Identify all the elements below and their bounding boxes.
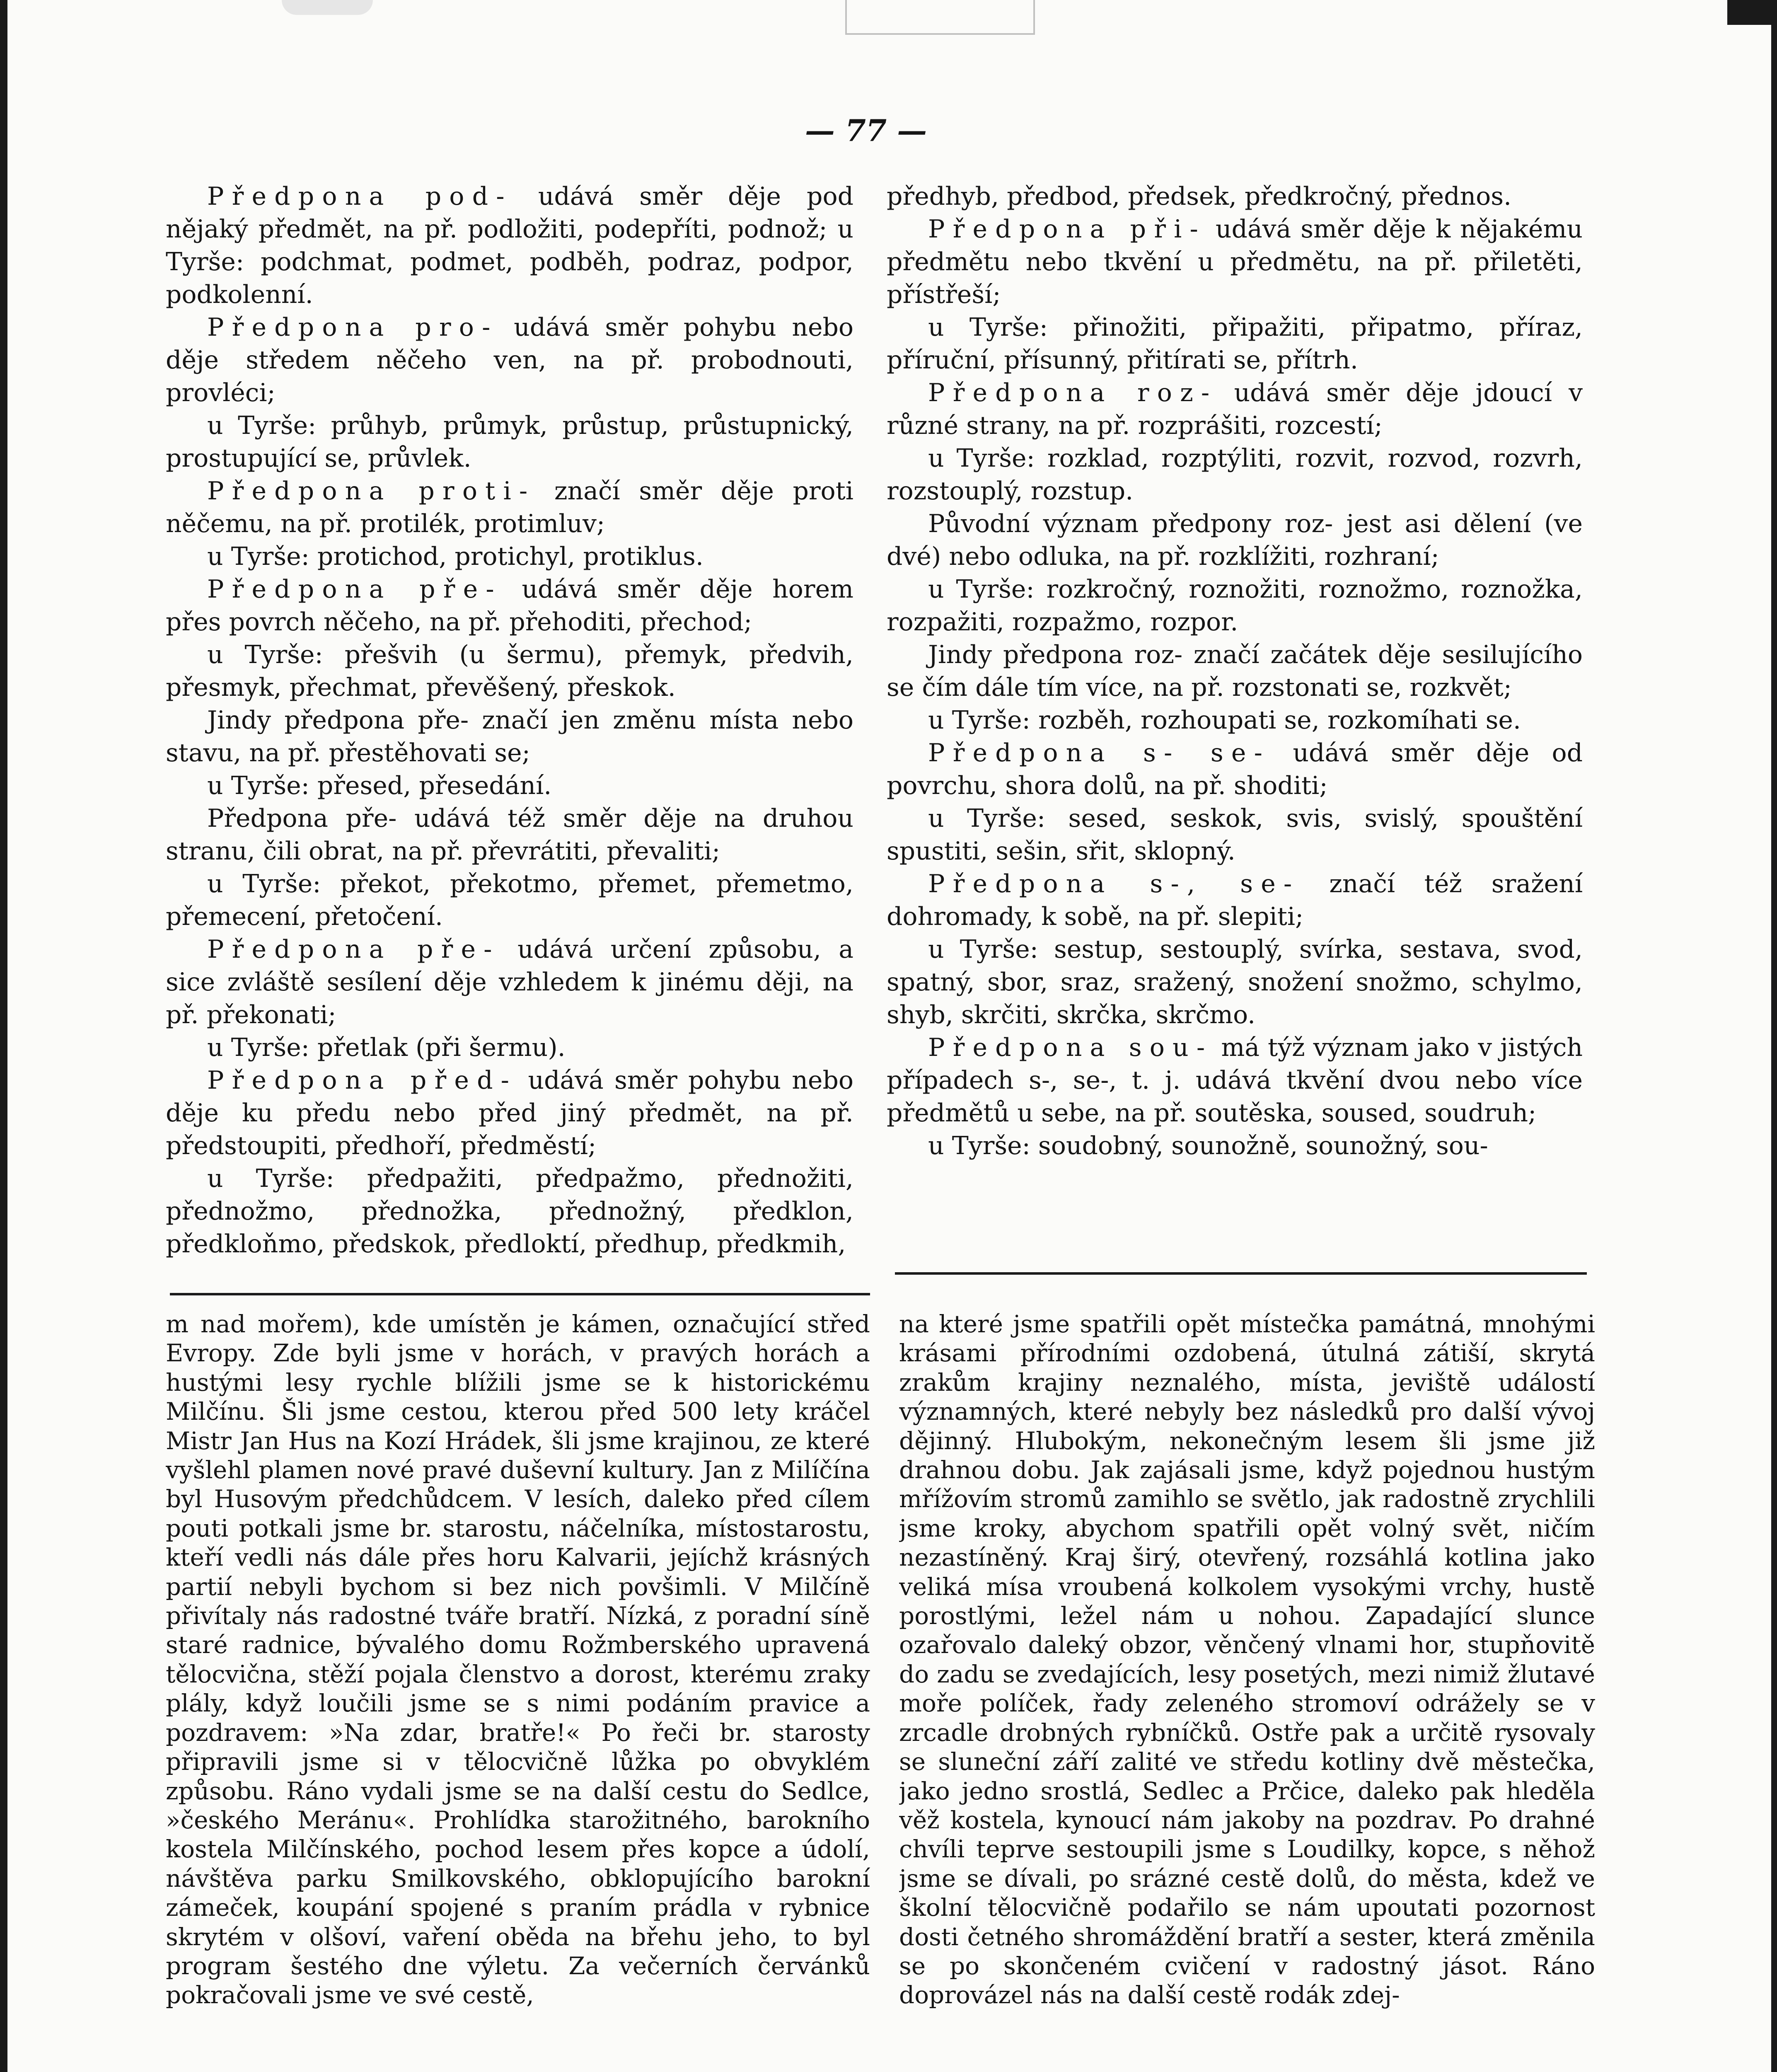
term: Předpona roz- — [928, 378, 1218, 407]
paragraph: Předpona pře- udává směr děje horem přes povrch něčeho, na př. přehoditi, přechod; — [166, 575, 853, 637]
column-bottom-left — [166, 1310, 870, 2072]
scan-stain — [282, 0, 373, 15]
divider-rule-left — [170, 1293, 870, 1295]
paragraph: u Tyrše: sestup, sestouplý, svírka, sestava, svod, spatný, sbor, sraz, sražený, snožení snožmo, schylmo, shyb, skrčiti, skrčka, skrčmo. — [887, 935, 1583, 1029]
paragraph: u Tyrše: protichod, protichyl, protiklus. — [207, 542, 704, 571]
paragraph: u Tyrše: přešvih (u šermu), přemyk, předvih, přesmyk, přechmat, převěšený, přeskok. — [166, 640, 853, 702]
paragraph: Předpona před- udává směr pohybu nebo děje ku předu nebo před jiný předmět, na př. předstoupiti, předhoří, předměstí; — [166, 1066, 853, 1160]
paragraph: u Tyrše: rozklad, rozptýliti, rozvit, rozvod, rozvrh, rozstouplý, rozstup. — [887, 444, 1583, 506]
paragraph: u Tyrše: přetlak (při šermu). — [207, 1033, 566, 1062]
term: Předpona s-, se- — [928, 869, 1300, 898]
term: Předpona pro- — [207, 313, 498, 342]
paragraph: u Tyrše: soudobný, sounožně, sounožný, sou- — [928, 1131, 1488, 1160]
scan-tab-outline — [845, 0, 1035, 35]
paragraph: u Tyrše: přinožiti, připažiti, připatmo, příraz, příruční, přísunný, přitírati se, přítrh. — [887, 313, 1583, 375]
term: Předpona proti- — [207, 477, 536, 506]
paragraph: Předpona sou- má týž význam jako v jistých případech s-, se-, t. j. udává tkvění dvou nebo více předmětů u sebe, na př. soutěska, soused, soudruh; — [887, 1033, 1583, 1128]
body-text: m nad mořem), kde umístěn je kámen, označující střed Evropy. Zde byli jsme v horách, v pravých horách a hustými lesy rychle blížili jsme se k historickému Milčínu. Šli jsme cestou, kterou před 500 lety kráčel Mistr Jan Hus na Kozí Hrádek, šli jsme krajinou, ze které vyšlehl plamen nové pravé duševní kultury. Jan z Milíčína byl Husovým předchůdcem. V lesích, daleko před cílem pouti potkali jsme br. starostu, náčelníka, místostarostu, kteří vedli nás dále přes horu Kalvarii, jejíchž krásných partií nebyli bychom si bez nich povšimli. V Milčíně přivítaly nás radostné tváře bratří. Nízká, z poradní síně staré radnice, bývalého domu Rožmberského upravená tělocvična, stěží pojala členstvo a dorost, kterému zraky plály, když loučili jsme se s nimi podáním pravice a pozdravem: »Na zdar, bratře!« Po řeči br. starosty připravili jsme si v tělocvičně lůžka po obvyklém způsobu. Ráno vydali jsme se na další cestu do Sedlce, »českého Meránu«. Prohlídka starožitného, barokního kostela Milčínského, pochod lesem přes kopce a údolí, návštěva parku Smilkovského, obklopujícího barokní zámeček, koupání spojené s praním prádla v rybnice skrytém v olšoví, vaření oběda na břehu jeho, to byl program šestého dne výletu. Za večerních červánků pokračovali jsme ve své cestě, — [166, 1310, 870, 2009]
column-bottom-right — [899, 1310, 1595, 2072]
paragraph: u Tyrše: předpažiti, předpažmo, přednožiti, přednožmo, přednožka, přednožný, předklon, předkloňmo, předskok, předloktí, předhup, předkmih, — [166, 1164, 853, 1259]
term: Předpona pře- — [207, 575, 502, 604]
scan-edge-right — [1771, 0, 1777, 2072]
paragraph: Předpona pro- udává směr pohybu nebo děje středem něčeho ven, na př. probodnouti, provléci; — [166, 313, 853, 407]
column-top-left — [166, 180, 853, 1274]
paragraph: u Tyrše: průhyb, průmyk, průstup, průstupnický, prostupující se, průvlek. — [166, 411, 853, 473]
paragraph: Předpona pře- udává též směr děje na druhou stranu, čili obrat, na př. převrátiti, převaliti; — [166, 804, 853, 866]
paragraph: u Tyrše: rozběh, rozhoupati se, rozkomíhati se. — [928, 706, 1521, 735]
paragraph: Předpona roz- udává směr děje jdoucí v různé strany, na př. rozprášiti, rozcestí; — [887, 378, 1583, 440]
term: Předpona před- — [207, 1066, 517, 1095]
paragraph: Jindy předpona roz- značí začátek děje sesilujícího se čím dále tím více, na př. rozstonati se, rozkvět; — [887, 640, 1583, 702]
paragraph: Předpona pod- udává směr děje pod nějaký předmět, na př. podložiti, podepříti, podnož; u Tyrše: podchmat, podmet, podběh, podraz, podpor, podkolenní. — [166, 182, 853, 309]
paragraph: Předpona proti- značí směr děje proti něčemu, na př. protilék, protimluv; — [166, 477, 853, 538]
body-text: na které jsme spatřili opět místečka památná, mnohými krásami přírodními ozdobená, útulná zátiší, skrytá zrakům krajiny neznalého, místa, jeviště událostí významných, které nebyly bez následků pro další vývoj dějinný. Hlubokým, nekonečným lesem šli jsme již drahnou dobu. Jak zajásali jsme, když pojednou hustým mřížovím stromů zamihlo se světlo, jak radostně zrychlili jsme kroky, abychom spatřili opět volný svět, ničím nezastíněný. Kraj širý, otevřený, rozsáhlá kotlina jako veliká mísa vroubená kolkolem vysokými vrchy, hustě porostlými, ležel nám u nohou. Zapadající slunce ozařovalo daleký obzor, věnčený vlnami hor, stupňovitě do zadu se zvedajících, lesy posetých, mezi nimiž žlutavé moře políček, řady zeleného stromoví odrážely se v zrcadle drobných rybníčků. Ostře pak a určitě rysovaly se sluneční září zalité ve středu kotliny dvě městečka, jako jedno srostlá, Sedlec a Prčice, daleko pak hleděla věž kostela, kynoucí nám jakoby na pozdrav. Po drahné chvíli teprve sestoupili jsme s Loudilky, kopce, s něhož jsme se dívali, po srázné cestě dolů, do města, kdež ve školní tělocvičně podařilo se nám upoutati pozornost dosti četného shromáždění bratří a sester, která změnila se po skončeném cvičení v radostný jásot. Ráno doprovázel nás na další cestě rodák zdej- — [899, 1310, 1595, 2009]
scan-edge-left — [0, 0, 7, 2072]
paragraph: Předpona s- se- udává směr děje od povrchu, shora dolů, na př. shoditi; — [887, 738, 1583, 800]
paragraph: předhyb, předbod, předsek, předkročný, přednos. — [887, 182, 1512, 211]
paragraph: u Tyrše: rozkročný, roznožiti, roznožmo, roznožka, rozpažiti, rozpažmo, rozpor. — [887, 575, 1583, 637]
term: Předpona pod- — [207, 182, 513, 211]
term: Předpona s- se- — [928, 738, 1271, 767]
paragraph: u Tyrše: překot, překotmo, přemet, přemetmo, přemecení, přetočení. — [166, 869, 853, 931]
column-top-right — [887, 180, 1583, 1274]
paragraph: u Tyrše: přesed, přesedání. — [207, 771, 552, 800]
paragraph: Jindy předpona pře- značí jen změnu místa nebo stavu, na př. přestěhovati se; — [166, 706, 853, 767]
term: Předpona při- — [928, 215, 1206, 244]
paragraph: Předpona při- udává směr děje k nějakému předmětu nebo tkvění u předmětu, na př. přiletěti, přístřeší; — [887, 215, 1583, 309]
paragraph: Předpona s-, se- značí též sražení dohromady, k sobě, na př. slepiti; — [887, 869, 1583, 931]
page-number: — 77 — — [805, 113, 927, 148]
term: Předpona sou- — [928, 1033, 1213, 1062]
term: Předpona pře- — [207, 935, 500, 964]
paragraph: u Tyrše: sesed, seskok, svis, svislý, spouštění spustiti, sešin, sřit, sklopný. — [887, 804, 1583, 866]
paragraph: Původní význam předpony roz- jest asi dělení (ve dvé) nebo odluka, na př. rozklížiti, rozhraní; — [887, 509, 1583, 571]
scan-corner — [1727, 0, 1777, 25]
paragraph: Předpona pře- udává určení způsobu, a sice zvláště sesílení děje vzhledem k jinému ději, na př. překonati; — [166, 935, 853, 1029]
divider-rule-right — [895, 1272, 1587, 1275]
